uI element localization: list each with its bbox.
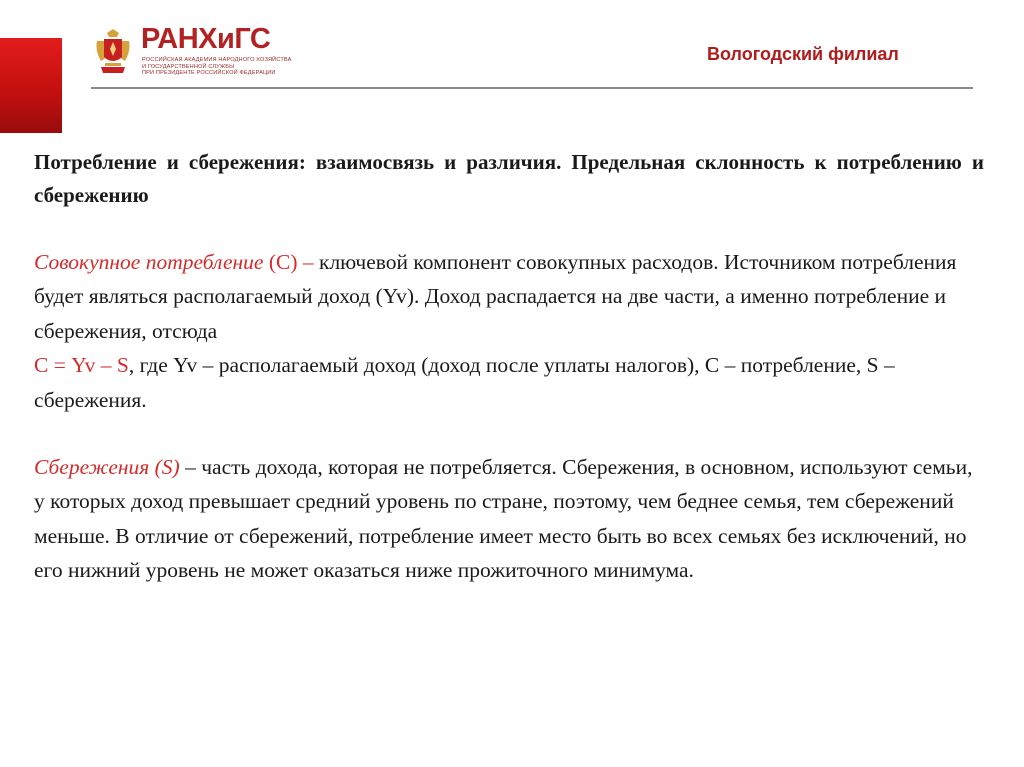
header-divider <box>91 87 973 89</box>
logo-subtitle-line: И ГОСУДАРСТВЕННОЙ СЛУЖБЫ <box>142 63 235 70</box>
branch-name: Вологодский филиал <box>707 44 899 64</box>
red-accent-bar <box>0 38 62 133</box>
logo-subtitle <box>142 57 291 77</box>
emblem-icon <box>93 27 133 77</box>
logo-subtitle-line: ПРИ ПРЕЗИДЕНТЕ РОССИЙСКОЙ ФЕДЕРАЦИИ <box>142 70 276 77</box>
slide-title: Потребление и сбережения: взаимосвязь и различия. Предельная склонность к потреблению и сбережению <box>34 150 984 207</box>
logo-title: РАНХиГС <box>141 23 271 55</box>
paragraph-savings <box>34 450 984 588</box>
formula-explanation: , где Yv – располагаемый доход (доход после уплаты налогов), С – потребление, S – сбережения. <box>34 353 895 412</box>
term-consumption: Совокупное потребление <box>34 250 264 274</box>
term-consumption-symbol: (С) – <box>268 250 314 274</box>
savings-text: – часть дохода, которая не потребляется. Сбережения, в основном, используют семьи, у которых доход превышает средний уровень по стране, поэтому, чем беднее семья, тем сбережений меньше. В отличие от сбережений, потребление имеет место быть во всех семьях без исключений, но его нижний уровень не может оказаться ниже прожиточного минимума. <box>34 455 973 583</box>
term-savings: Сбережения (S) <box>34 455 180 479</box>
consumption-formula: С = Yv – S <box>34 353 129 378</box>
logo-subtitle-line: РОССИЙСКАЯ АКАДЕМИЯ НАРОДНОГО ХОЗЯЙСТВА <box>142 57 292 63</box>
paragraph-consumption <box>34 245 984 417</box>
consumption-text: ключевой компонент совокупных расходов. Источником потребления будет являться располагаемый доход (Yv). Доход распадается на две части, а именно потребление и сбережения, отсюда <box>34 250 957 343</box>
